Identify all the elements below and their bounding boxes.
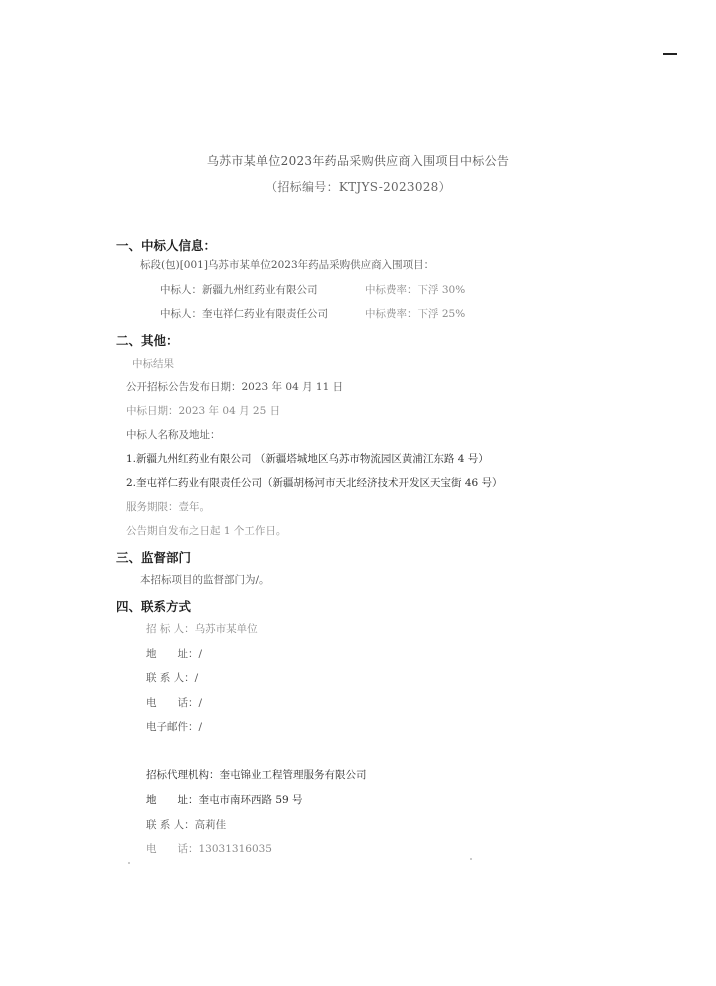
section1-heading: 一、中标人信息： (116, 238, 217, 253)
section2-heading: 二、其他： (116, 333, 179, 348)
result-label: 中标结果 (132, 358, 174, 370)
notice-period: 公告期自发布之日起 1 个工作日。 (126, 525, 287, 537)
tenderer-email: 电子邮件：/ (146, 721, 203, 733)
scan-speck (128, 862, 130, 864)
supervision-text: 本招标项目的监督部门为/。 (140, 574, 270, 586)
header-dash-mark (663, 53, 677, 55)
lot-line: 标段(包)[001]乌苏市某单位2023年药品采购供应商入围项目： (140, 259, 435, 271)
agency-name: 招标代理机构：奎屯锦业工程管理服务有限公司 (146, 769, 367, 781)
agency-contact: 联 系 人：高莉佳 (146, 819, 227, 831)
winner-1-rate: 中标费率：下浮 30% (365, 284, 466, 296)
announcement-title: 乌苏市某单位2023年药品采购供应商入围项目中标公告 (206, 154, 510, 168)
agency-phone: 电 话：13031316035 (146, 843, 272, 855)
publish-date: 公开招标公告发布日期：2023 年 04 月 11 日 (126, 381, 344, 393)
winner-2-rate: 中标费率：下浮 25% (365, 308, 466, 320)
bid-number: （招标编号：KTJYS-2023028） (265, 180, 451, 194)
scan-speck (470, 858, 472, 860)
tenderer-address: 地 址：/ (146, 648, 203, 660)
winners-address-label: 中标人名称及地址： (126, 429, 221, 441)
winner-2-address: 2.奎屯祥仁药业有限责任公司（新疆胡杨河市天北经济技术开发区天宝街 46 号） (126, 477, 503, 489)
winner-1-address: 1.新疆九州红药业有限公司 （新疆塔城地区乌苏市物流园区黄浦江东路 4 号） (126, 453, 489, 465)
tenderer-phone: 电 话：/ (146, 697, 203, 709)
tenderer-name: 招 标 人：乌苏市某单位 (146, 623, 258, 635)
winner-2-label: 中标人：奎屯祥仁药业有限责任公司 (160, 308, 328, 320)
service-period: 服务期限：壹年。 (126, 501, 210, 513)
agency-address: 地 址：奎屯市南环西路 59 号 (146, 794, 303, 806)
section3-heading: 三、监督部门 (116, 550, 192, 565)
winner-1-label: 中标人：新疆九州红药业有限公司 (160, 284, 318, 296)
section4-heading: 四、联系方式 (116, 599, 192, 614)
tenderer-contact: 联 系 人：/ (146, 672, 199, 684)
award-date: 中标日期：2023 年 04 月 25 日 (126, 405, 281, 417)
